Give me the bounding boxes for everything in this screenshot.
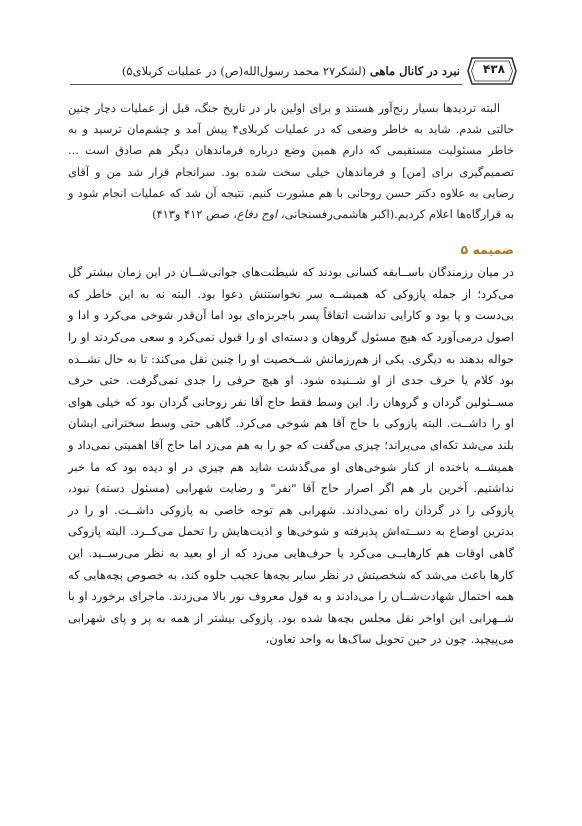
page-number: ۴۳۸ (483, 62, 505, 76)
chapter-subtitle: (لشکر۲۷ محمد رسول‌الله(ص) در عملیات کربلای۵) (121, 64, 367, 78)
quote-source-pages: ، صص ۴۱۲ و۴۱۳) (152, 207, 237, 222)
appendix-heading: ضمیمه ۵ (460, 242, 514, 258)
quote-block (68, 98, 514, 225)
quote-source-title: اوج دفاع (236, 207, 278, 222)
appendix-paragraph: در میان رزمندگان باســابقه کسانی بودند که شیطنت‌های جوانی‌شــان در این زمان بیشتر گل می‌کرد؛ از جمله پازوکی که همیشــه سر نخواستنش دعوا بود. البته نه به این خاطر که بی‌دست و پا بود و کارایی نداشت اتفاقاً پسر باجربزه‌ای بود اما آن‌قدر شوخی می‌کرد و ادا و اصول درمی‌آورد که هیچ مسئول گروهان و دسته‌ای او را قبول نمی‌کرد و سعی می‌کردند او را حواله بدهند به دیگری. یکی از هم‌رزمانش شــخصیت او را چنین نقل می‌کند: تا به حال نشــده بود کلام یا حرف جدی از او شــنیده شود. او هیچ حرفی را جدی نمی‌گرفت. حتی حرف مســئولین گردان و گروهان را. این وسط فقط حاج آقا نفر روحانی گردان بود که خیلی هوای او را داشــت. البته پازوکی با حاج آقا هم شوخی می‌کرد. گاهی حتی وسط سخنرانی ایشان بلند می‌شد تکه‌ای می‌پراند؛ چیزی می‌گفت که جو را به هم می‌زد اما حاج آقا اهمیتی نمی‌داد و همیشــه باخنده از کنار شوخی‌های او می‌گذشت شاید هم چیزی در او دیده بود که ما خبر نداشتیم. آخرین بار هم اگر اصرار حاج آقا "نفر" و رضایت شهرابی (مسئول دسته) نبود، پازوکی را در گردان راه نمی‌دادند. شهرابی هم توجه خاصی به پازوکی داشــت. او را در بدترین اوضاع به دســته‌اش پذیرفته و شوخی‌ها و اذیت‌هایش را تحمل می‌کــرد. البته پازوکی گاهی اوقات هم کارهایــی می‌کرد یا حرف‌هایی می‌زد که از او بعید به نظر می‌رســید. این کارها باعث می‌شد که شخصیتش در نظر سایر بچه‌ها عجیب جلوه کند، به خصوص بچه‌هایی که همه احتمال شهادت‌شــان را می‌دادند و به قول معروف نور بالا می‌زدند. ماجرای برخورد او با شــهرابی این اواخر نقل مجلس بچه‌ها شده بود. پازوکی بیشتر از همه به پر و پای شهرابی می‌پیچید. چون در حین تحویل ساک‌ها به واحد تعاون، (68, 265, 514, 647)
header-title (122, 64, 460, 78)
quote-paragraph (68, 98, 514, 225)
chapter-title: نبرد در کانال ماهی (369, 64, 460, 78)
quote-text: البته تردیدها بسیار رنج‌آور هستند و برای اولین بار در تاریخ جنگ، قبل از عملیات دچار چنین حالتی شدم. شاید به خاطر وضعی که در عملیات کربلای۴ پیش آمد و چشم‌مان ترسید و به خاطر مسئولیت مستقیمی که دارم همین وضع درباره فرماندهان دیگر هم صادق است ... تصمیم‌گیری برای [من] و فرماندهان خیلی سخت شده بود. سرانجام قرار شد من و آقای رضایی به علاوه دکتر حسن روحانی با هم مشورت کنیم. نتیجه آن شد که عملیات انجام شود و به قرارگاه‌ها اعلام کردیم.(اکبر هاشمی‌رفسنجانی، (68, 101, 515, 222)
page-number-badge (466, 56, 518, 86)
page-content (68, 98, 514, 651)
appendix-body (68, 262, 514, 651)
header-rule (70, 84, 462, 85)
running-header (70, 56, 518, 86)
